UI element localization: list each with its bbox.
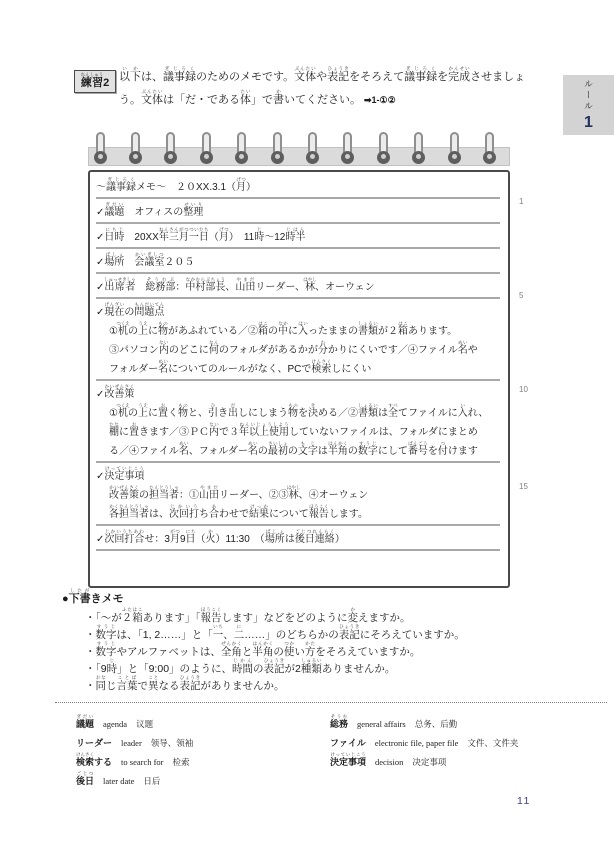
spiral-ring-icon: [483, 132, 496, 165]
memo-line: ①机つくえの上うえに物ものがあふれている／②箱はこの中なかに入はいったままの書類しょるいが２箱はこあります。: [109, 321, 458, 337]
draft-memo-heading: ●下書したがきメモ: [62, 588, 124, 605]
spiral-ring-icon: [200, 132, 213, 165]
memo-line: フォルダー名めいについてのルールがなく、PCで検索けんさくしにくい: [109, 359, 372, 375]
draft-memo-bullets: [62, 607, 567, 692]
draft-bullet: ・同おなじ言葉ことばで異ことなる表記ひょうきがありませんか。: [85, 675, 285, 692]
draft-memo: [62, 588, 567, 692]
vocab-english: to search for: [121, 757, 164, 767]
vocab-chinese: 议题: [136, 719, 154, 729]
line-number: 1: [519, 197, 524, 206]
vocab-chinese: 决定事项: [412, 757, 447, 767]
vocab-chinese: 文件、文件夹: [467, 738, 519, 748]
line-number: 5: [519, 291, 524, 300]
spiral-binding: [88, 130, 510, 170]
memo-line: ✓改善策かいぜんさく: [96, 384, 135, 400]
vocabulary-list: [76, 710, 600, 786]
spiral-ring-icon: [341, 132, 354, 165]
draft-bullet: ・数字すうじは、「1, 2……」と「一いち、二に……」のどちらかの表記ひょうきにそろえていますか。: [85, 624, 465, 641]
memo-line: 各担当者かくたんとうしゃは、次回打じかいうち合あわせで結果けっかについて報告ほうこくします。: [109, 504, 369, 520]
vocab-entry: [330, 710, 600, 729]
memo-line: ✓決定事項けっていじこう: [96, 466, 145, 482]
line-number: 10: [519, 385, 528, 394]
instruction-line-1: 以下いかは、議事録ぎじろくのためのメモです。文体ぶんたいや表記ひょうきをそろえて議事録ぎじろくを完成かんせいさせましょ: [119, 66, 526, 83]
vocab-term: ファイル: [330, 738, 366, 748]
vocabulary-column-right: [330, 710, 600, 786]
spiral-ring-icon: [94, 132, 107, 165]
instruction-line-2: う。文体ぶんたいは「だ・である体たい」で書かいてください。 ➡1-①②: [119, 89, 396, 106]
vocab-separator: [55, 702, 607, 703]
vocabulary-column-left: [76, 710, 326, 786]
side-tab-label: ルール: [583, 79, 593, 112]
vocab-entry: [330, 748, 600, 767]
vocab-chinese: 领导、领袖: [150, 738, 194, 748]
spiral-ring-icon: [306, 132, 319, 165]
memo-line: 棚たなに置おきます／③ＰＣ内ないで３年以上使用ねんいじょうしようしていないファイルは、フォルダにまとめ: [109, 422, 478, 438]
memo-line: ✓日時にちじ 20XX年三月一日ねんさんがつついたち（月げつ） 11時じ～12時半じはん: [96, 227, 306, 243]
memo-section: [96, 526, 500, 551]
vocab-term: 総務そうむ: [330, 714, 349, 729]
memo-section: [96, 274, 500, 299]
vocab-entry: [76, 729, 326, 748]
memo-line: ✓現在げんざいの問題点もんだいてん: [96, 302, 165, 318]
spiral-ring-icon: [448, 132, 461, 165]
memo-section: [96, 224, 500, 249]
vocab-english: later date: [103, 776, 135, 786]
vocab-entry: [76, 710, 326, 729]
page-number: 11: [517, 795, 531, 807]
memo-line: ～議事録ぎじろくメモ～ ２０XX.3.1（月げつ）: [96, 177, 257, 193]
vocab-chinese: 检索: [172, 757, 190, 767]
vocab-chinese: 总务、后勤: [414, 719, 458, 729]
memo-line: ✓次回打合じかいうちあわせ：3月がつ9日にち（火か）11:30 （場所ばしょは後日連絡ごじつれんらく）: [96, 529, 345, 545]
vocab-entry: [76, 748, 326, 767]
vocab-english: agenda: [103, 719, 128, 729]
line-number: 15: [519, 482, 528, 491]
memo-section: [96, 199, 500, 224]
memo-sheet: [88, 170, 510, 588]
vocab-term: 決定事項けっていじこう: [330, 752, 367, 767]
memo-section: [96, 299, 500, 381]
memo-line: ✓議題ぎだい オフィスの整理せいり: [96, 202, 204, 218]
spiral-ring-icon: [164, 132, 177, 165]
side-tab-number: 1: [584, 114, 593, 131]
exercise-badge: 練習れんしゅう2: [74, 70, 116, 93]
spiral-ring-icon: [129, 132, 142, 165]
memo-line: 改善策かいぜんさくの担当者たんとうしゃ：①山田やまだリーダー、②③林はやし、④オーウェン: [109, 485, 369, 501]
exercise-instruction: [119, 66, 549, 112]
vocab-entry: [76, 767, 326, 786]
memo-section: [96, 381, 500, 463]
vocab-chinese: 日后: [143, 776, 161, 786]
meeting-memo-notebook: [88, 130, 510, 588]
rule-reference: ➡1-①②: [364, 95, 396, 105]
draft-bullet: ・「9時じ」と「9:00」のように、時間じかんの表記ひょうきが2種類しゅるいありませんか。: [85, 658, 396, 675]
memo-line: ✓場所ばしょ 会議室かいぎしつ２０５: [96, 252, 195, 268]
vocab-english: electronic file, paper file: [374, 738, 459, 748]
spiral-ring-icon: [271, 132, 284, 165]
vocab-english: decision: [375, 757, 404, 767]
memo-line: ✓出席者しゅっせきしゃ 総務部そうむぶ：中村部長なかむらぶちょう、山田やまだリーダー、林はやし、オーウェン: [96, 277, 375, 293]
draft-bullet: ・「～が２箱ふたはこあります」「報告ほうこくします」などをどのように変かえますか。: [85, 607, 411, 624]
vocab-term: 議題ぎだい: [76, 714, 95, 729]
chapter-side-tab: [563, 75, 614, 135]
memo-line: ③パソコン内ないのどこに何なんのフォルダがあるかが分わかりにくいです／④ファイル名めいや: [109, 340, 478, 356]
memo-line: る／④ファイル名めい、フォルダー名めいの最初さいしょの文字もじは半角はんかくの数字すうじにして番号ばんごうを付つけます: [109, 441, 478, 457]
spiral-ring-icon: [235, 132, 248, 165]
vocab-english: general affairs: [357, 719, 406, 729]
spiral-ring-icon: [412, 132, 425, 165]
vocab-term: リーダー: [76, 738, 113, 748]
memo-section: [96, 174, 500, 199]
vocab-entry: [330, 729, 600, 748]
vocab-term: 後日ごじつ: [76, 771, 95, 786]
memo-line: ①机つくえの上うえに置おく物ものと、引ひき出だしにしまう物ものを決きめる／②書類しょるいは全すべてファイルに入いれ、: [109, 403, 489, 419]
vocab-english: leader: [121, 738, 142, 748]
draft-bullet: ・数字すうじやアルファベットは、全角ぜんかくと半角はんかくの使つかい方かたをそろえていますか。: [85, 641, 421, 658]
vocab-term: 検索けんさくする: [76, 752, 113, 767]
spiral-ring-icon: [377, 132, 390, 165]
memo-section: [96, 463, 500, 526]
memo-section: [96, 249, 500, 274]
